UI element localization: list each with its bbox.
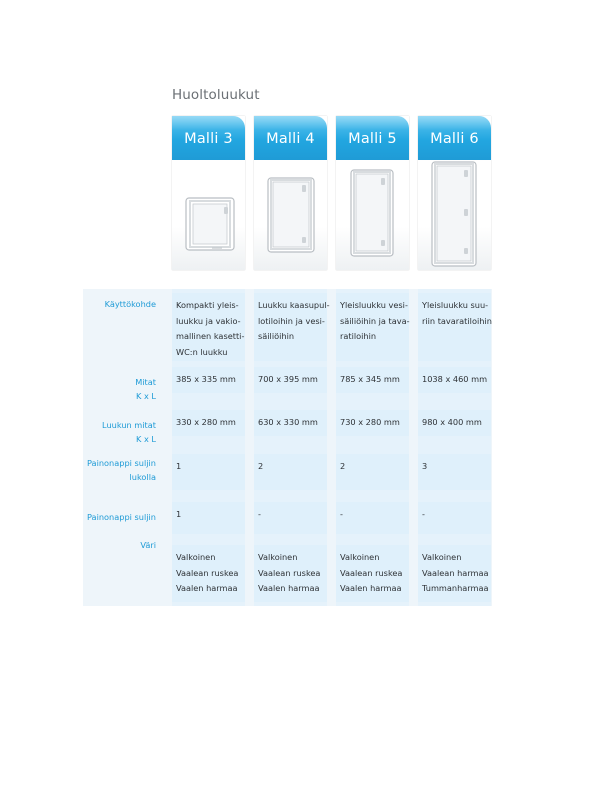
table-cell: 330 x 280 mm [172,410,245,436]
tab-gloss [336,116,409,130]
table-cell: 630 x 330 mm [254,410,327,436]
model-tab-malli-6: Malli 6 [418,116,491,160]
model-tab-malli-4: Malli 4 [254,116,327,160]
page-title: Huoltoluukut [172,87,260,103]
model-card-malli-6 [418,116,491,270]
hatch-image-malli-3 [172,160,245,270]
table-cell: - [254,502,327,534]
table-cell: Kompakti yleis- luukku ja vakio- mallinen kasetti- WC:n luukku [172,293,245,361]
table-cell: 1 [172,502,245,534]
specs-table [83,289,492,606]
table-cell: - [418,502,491,534]
hatch-image-malli-5 [336,160,409,270]
table-cell: 2 [336,454,409,490]
table-cell: - [336,502,409,534]
table-cell: Valkoinen Vaalean ruskea Vaalen harmaa [172,545,245,602]
table-cell: Valkoinen Vaalean ruskea Vaalen harmaa [254,545,327,602]
row-label-luukun-mitat: Luukun mitat K x L [102,420,156,444]
tab-gloss [172,116,245,130]
table-cell: 1 [172,454,245,490]
model-tab-malli-3: Malli 3 [172,116,245,160]
model-card-malli-5 [336,116,409,270]
row-label-kayttokohde: Käyttökohde [104,299,156,309]
table-cell: 1038 x 460 mm [418,367,491,393]
hatch-image-malli-6 [418,160,491,270]
tab-gloss [418,116,491,130]
table-cell: 385 x 335 mm [172,367,245,393]
table-cell: Yleisluukku vesi- säiliöihin ja tava- ratiloihin [336,293,409,361]
hatch-image-malli-4 [254,160,327,270]
table-cell: 3 [418,454,491,490]
row-label-mitat: Mitat K x L [135,377,156,401]
table-cell: 700 x 395 mm [254,367,327,393]
model-tab-malli-5: Malli 5 [336,116,409,160]
table-cell: Luukku kaasupul- lotiloihin ja vesi- säiliöihin [254,293,327,361]
table-cell: Yleisluukku suu- riin tavaratiloihin [418,293,491,361]
tab-gloss [254,116,327,130]
model-card-malli-3 [172,116,245,270]
table-cell: 980 x 400 mm [418,410,491,436]
table-cell: 2 [254,454,327,490]
table-cell: Valkoinen Vaalean harmaa Tummanharmaa [418,545,491,602]
model-card-malli-4 [254,116,327,270]
row-label-painonappi-suljin-lukolla: Painonappi suljin lukolla [86,458,156,482]
row-label-painonappi-suljin: Painonappi suljin [86,512,156,522]
row-label-vari: Väri [140,540,156,550]
table-cell: 730 x 280 mm [336,410,409,436]
table-cell: 785 x 345 mm [336,367,409,393]
table-cell: Valkoinen Vaalean ruskea Vaalen harmaa [336,545,409,602]
